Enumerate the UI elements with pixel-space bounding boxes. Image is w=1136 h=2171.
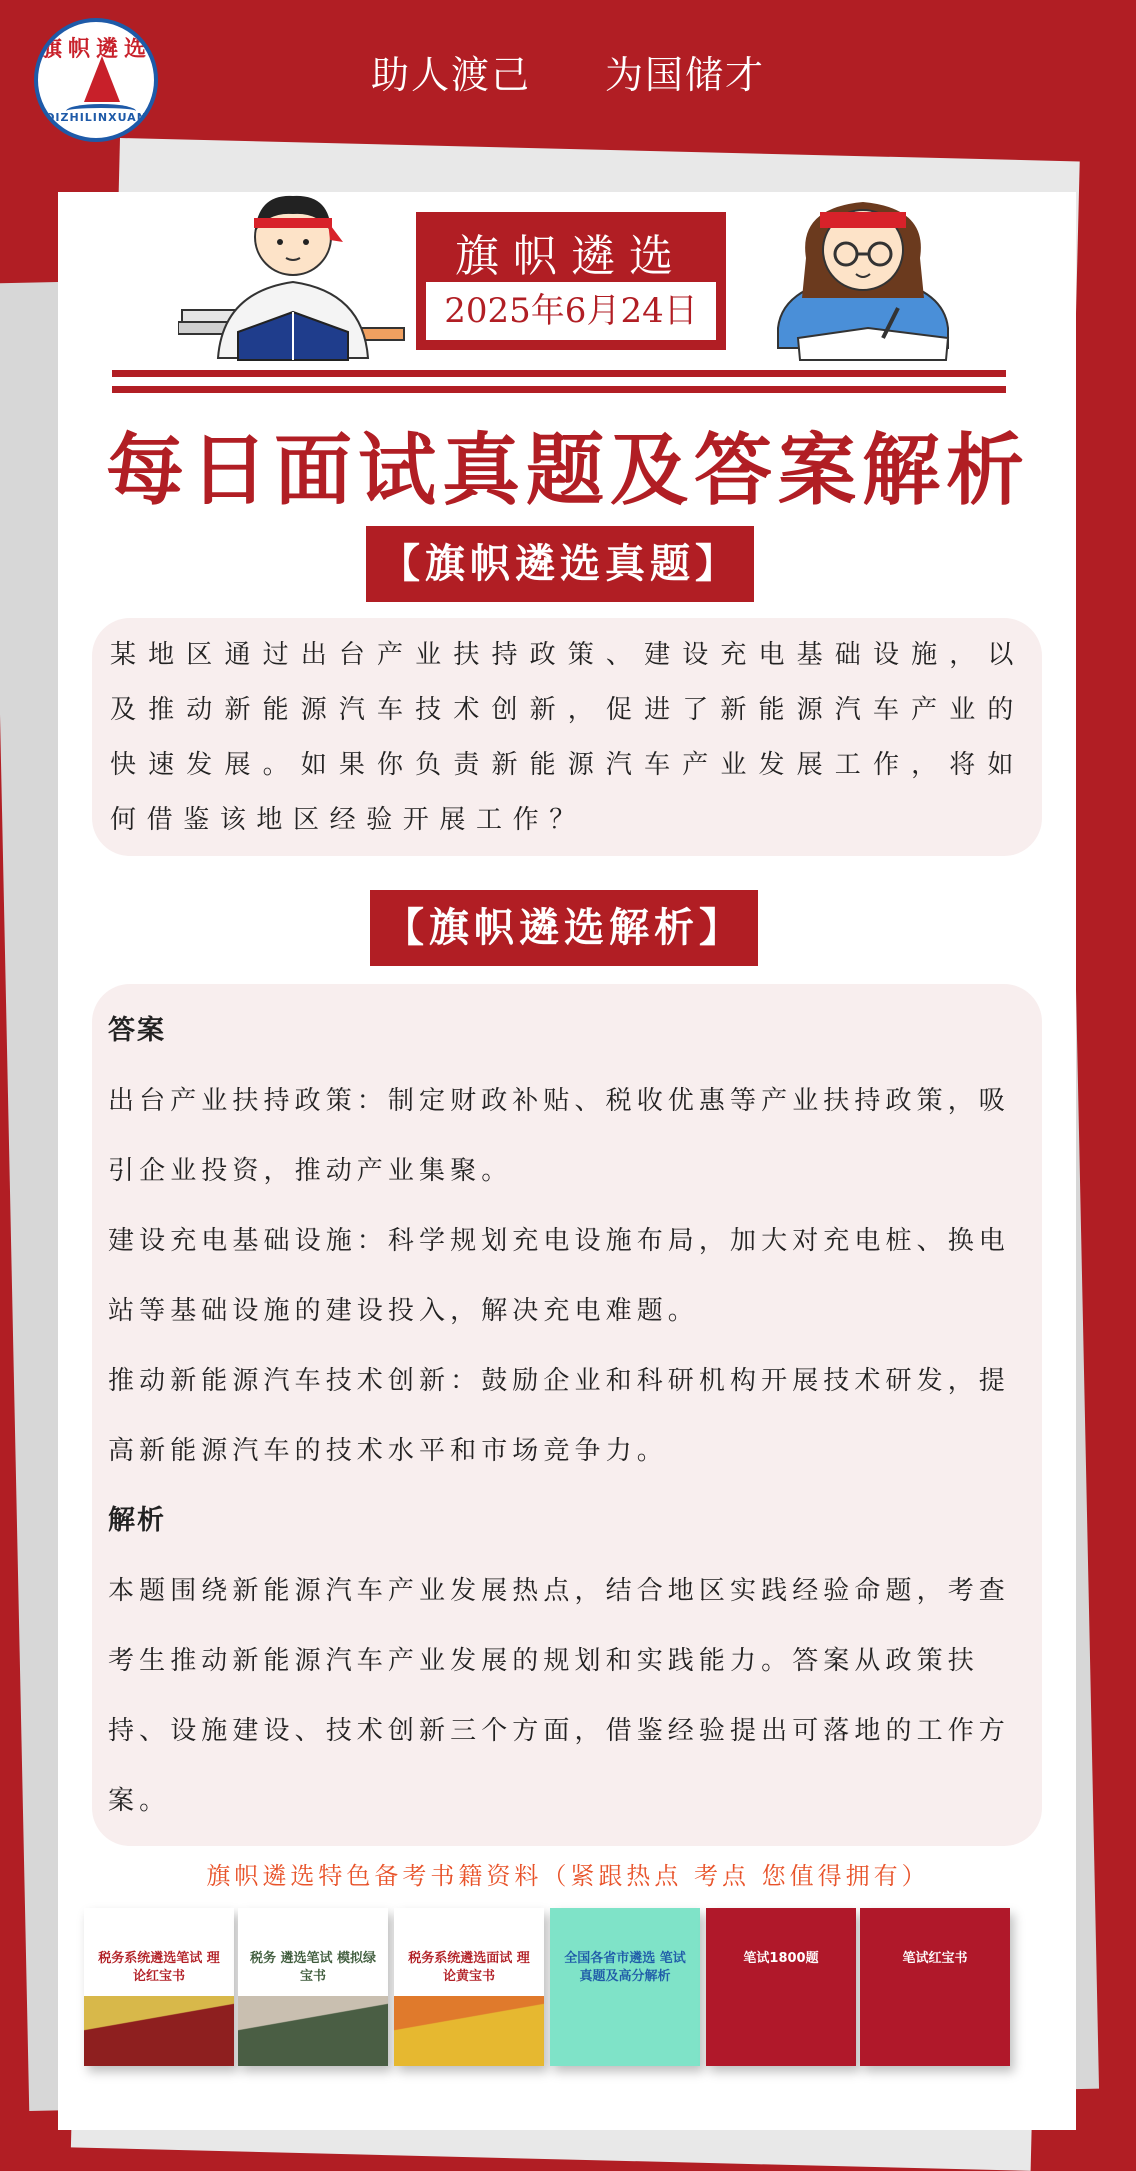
- book-title: 税务系统遴选面试 理论黄宝书: [408, 1951, 530, 1984]
- book-wave-decoration: [860, 1996, 1010, 2066]
- question-section-tag: 【旗帜遴选真题】: [366, 526, 754, 602]
- book-wave-decoration: [706, 1996, 856, 2066]
- divider-line: [112, 370, 1006, 377]
- book-cover[interactable]: [394, 1908, 544, 2066]
- book-cover[interactable]: [550, 1908, 700, 2066]
- book-list: [84, 1908, 1008, 2068]
- title-box: [416, 212, 726, 350]
- studying-boy-illustration: [178, 182, 408, 362]
- book-title: 税务系统遴选笔试 理论红宝书: [98, 1951, 220, 1984]
- question-panel: [92, 618, 1042, 856]
- book-title: 全国各省市遴选 笔试真题及高分解析: [564, 1951, 686, 1984]
- book-title: 笔试红宝书: [902, 1951, 968, 1966]
- issue-date: 2025年6月24日: [426, 282, 716, 340]
- divider-line: [112, 386, 1006, 393]
- logo-top-text: 旗帜遴选: [39, 36, 152, 62]
- book-cover[interactable]: [238, 1908, 388, 2066]
- book-title: 税务 遴选笔试 模拟绿宝书: [249, 1951, 377, 1984]
- books-caption: 旗帜遴选特色备考书籍资料（紧跟热点 考点 您值得拥有）: [206, 1862, 930, 1890]
- page-title: 每日面试真题及答案解析: [105, 426, 1030, 516]
- logo-bottom-text: QIZHILINXUAN: [45, 111, 147, 124]
- answer-heading: 答案: [108, 1015, 166, 1046]
- book-cover[interactable]: [706, 1908, 856, 2066]
- answer-item: 推动新能源汽车技术创新：鼓励企业和科研机构开展技术研发，提高新能源汽车的技术水平和市场竞争力。: [108, 1366, 1010, 1466]
- book-title: 笔试1800题: [743, 1951, 819, 1966]
- answer-item: 出台产业扶持政策：制定财政补贴、税收优惠等产业扶持政策，吸引企业投资，推动产业集聚。: [108, 1086, 1010, 1186]
- book-wave-decoration: [550, 1996, 700, 2066]
- book-cover[interactable]: [84, 1908, 234, 2066]
- book-cover[interactable]: [860, 1908, 1010, 2066]
- analysis-section-tag: 【旗帜遴选解析】: [370, 890, 758, 966]
- writing-girl-illustration: [748, 188, 978, 363]
- book-wave-decoration: [84, 1996, 234, 2066]
- analysis-heading: 解析: [108, 1505, 166, 1536]
- book-wave-decoration: [238, 1996, 388, 2066]
- book-wave-decoration: [394, 1996, 544, 2066]
- question-text: 某地区通过出台产业扶持政策、建设充电基础设施，以及推动新能源汽车技术创新，促进了新能源汽车产业的快速发展。如果你负责新能源汽车产业发展工作，将如何借鉴该地区经验开展工作？: [110, 640, 1024, 835]
- answer-item: 建设充电基础设施：科学规划充电设施布局，加大对充电桩、换电站等基础设施的建设投入，解决充电难题。: [108, 1226, 1010, 1326]
- slogan: 助人渡己 为国储才: [370, 53, 766, 97]
- brand-name: 旗帜遴选: [455, 231, 687, 282]
- analysis-text: 本题围绕新能源汽车产业发展热点，结合地区实践经验命题，考查考生推动新能源汽车产业发展的规划和实践能力。答案从政策扶持、设施建设、技术创新三个方面，借鉴经验提出可落地的工作方案。: [108, 1576, 1010, 1816]
- answer-panel: [92, 984, 1042, 1846]
